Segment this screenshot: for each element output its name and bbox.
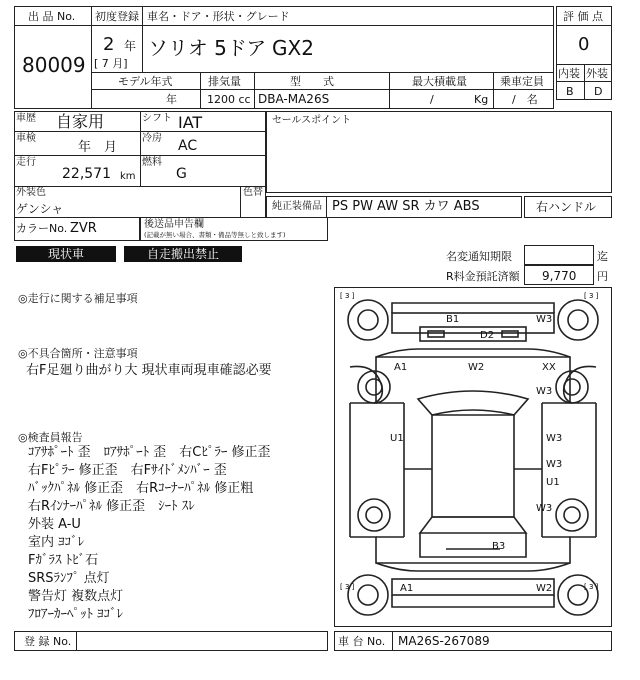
mileage-unit: km xyxy=(120,171,136,182)
lot-no-label: 出 品 No. xyxy=(28,10,76,23)
shift-label: シフト xyxy=(142,113,172,124)
inspector-line: 右Fﾋﾟﾗｰ 修正歪 右Fｻｲﾄﾞﾒﾝﾊﾞｰ 歪 xyxy=(28,463,227,478)
displacement-label: 排気量 xyxy=(208,75,241,88)
capacity-label: 乗車定員 xyxy=(500,75,544,88)
first-reg-year-unit: 年 xyxy=(124,39,137,53)
inspection-value: 年 月 xyxy=(78,140,118,155)
color-no-label: カラーNo. xyxy=(16,222,68,235)
shift-value: IAT xyxy=(178,113,203,132)
lot-no: 80009 xyxy=(22,53,86,77)
mark-w2-bottom: W2 xyxy=(536,583,553,594)
no-self-drive-badge: 自走搬出禁止 xyxy=(124,246,242,262)
rating-label: 評 価 点 xyxy=(563,10,603,23)
recycle-unit: 円 xyxy=(597,270,608,283)
steering-value: 右ハンドル xyxy=(536,200,597,214)
post-report-label: 後送品申告欄 xyxy=(144,219,204,230)
type-value: DBA-MA26S xyxy=(258,92,330,106)
color-change-label: 色替 xyxy=(243,187,263,198)
car-name: ソリオ 5ドア xyxy=(148,36,267,60)
type-label: 型 式 xyxy=(290,75,334,88)
recycle-value: 9,770 xyxy=(542,269,577,283)
ac-value: AC xyxy=(178,138,198,154)
rating-value: 0 xyxy=(578,34,590,55)
mark-u1-left: U1 xyxy=(390,433,404,444)
inspector-line: ﾌﾛｱｰｶｰﾍﾟｯﾄ ﾖｺﾞﾚ xyxy=(28,607,124,622)
ac-label: 冷房 xyxy=(142,133,162,144)
mark-b3: B3 xyxy=(492,541,506,552)
mark-xx: XX xyxy=(542,362,556,373)
mark-b1: B1 xyxy=(446,314,460,325)
inspector-line: 右Rｲﾝﾅｰﾊﾟﾈﾙ 修正歪 ｼｰﾄ ｽﾚ xyxy=(28,499,195,514)
mark-w2: W2 xyxy=(468,362,485,373)
inspector-line: 外装 A-U xyxy=(28,517,81,532)
car-damage-diagram xyxy=(334,287,612,627)
inspector-line: Fｶﾞﾗｽ ﾄﾋﾞ石 xyxy=(28,553,99,568)
reg-no-label: 登 録 No. xyxy=(24,635,72,648)
mileage-label: 走行 xyxy=(16,157,36,168)
diagram-bottom-bracket: [ 3 ] xyxy=(340,583,355,591)
equipment-label: 純正装備品 xyxy=(272,201,322,212)
chassis-label: 車 台 No. xyxy=(338,635,386,648)
equipment-value: PS PW AW SR カワ ABS xyxy=(332,199,480,214)
max-load-label: 最大積載量 xyxy=(412,75,467,88)
fuel-value: G xyxy=(176,166,187,182)
mark-w3-r2: W3 xyxy=(546,433,563,444)
mark-w3-top: W3 xyxy=(536,314,553,325)
color-no-value: ZVR xyxy=(70,221,97,236)
inspection-label: 車検 xyxy=(16,133,36,144)
mark-w3-r4: W3 xyxy=(536,503,553,514)
mark-a1-front: A1 xyxy=(394,362,408,373)
driving-notes-title: ◎走行に関する補足事項 xyxy=(18,292,138,305)
mark-w3-r3: W3 xyxy=(546,459,563,470)
inspector-line: ｺｱｻﾎﾟｰﾄ 歪 ﾛｱｻﾎﾟｰﾄ 歪 右Cﾋﾟﾗｰ 修正歪 xyxy=(28,445,271,460)
first-reg-year: 2 xyxy=(103,34,115,55)
name-label: 車名・ドア・形状・グレード xyxy=(147,10,290,23)
inspector-lines xyxy=(28,446,270,626)
recycle-label: R料金預託済額 xyxy=(446,270,520,283)
defect-text: 右F足廻り曲がり大 現状車両現車確認必要 xyxy=(26,363,272,378)
diagram-bottom-bracket-right: [ 3 ] xyxy=(584,583,599,591)
history-label: 車歴 xyxy=(16,113,36,124)
inspector-line: 室内 ﾖｺﾞﾚ xyxy=(28,535,85,550)
interior-value: B xyxy=(566,85,574,98)
interior-label: 内装 xyxy=(558,67,580,80)
inspector-line: 警告灯 複数点灯 xyxy=(28,589,124,604)
diagram-top-bracket: [ 3 ] xyxy=(340,292,355,300)
name-change-label: 名変通知期限 xyxy=(446,250,512,263)
exterior-label: 外装 xyxy=(586,67,608,80)
name-change-box xyxy=(524,245,594,265)
capacity-value: / 名 xyxy=(512,93,538,106)
ext-color-value: ゲンシャ xyxy=(16,202,64,216)
defect-title: ◎不具合箇所・注意事項 xyxy=(18,347,138,360)
first-reg-month: [ 7 月] xyxy=(94,57,128,70)
diagram-top-bracket-right: [ 3 ] xyxy=(584,292,599,300)
displacement-value: 1200 cc xyxy=(207,93,251,106)
inspector-line: SRSﾗﾝﾌﾟ 点灯 xyxy=(28,571,110,586)
inspector-line: ﾊﾞｯｸﾊﾟﾈﾙ 修正歪 右Rｺｰﾅｰﾊﾟﾈﾙ 修正粗 xyxy=(28,481,254,496)
first-reg-label: 初度登録 xyxy=(95,10,139,23)
mark-w3-r1: W3 xyxy=(536,386,553,397)
ext-color-label: 外装色 xyxy=(16,187,46,198)
mark-a1-bottom: A1 xyxy=(400,583,414,594)
max-load-unit: Kg xyxy=(474,93,489,106)
mark-u1-right: U1 xyxy=(546,477,560,488)
chassis-value: MA26S-267089 xyxy=(398,634,490,648)
model-year-label: モデル年式 xyxy=(118,75,173,88)
post-report-note: (記載が無い場合、書類・備品等無しと致します) xyxy=(144,231,286,239)
name-change-unit: 迄 xyxy=(597,250,608,263)
inspector-title: ◎検査員報告 xyxy=(18,431,83,444)
int-ext-value-cell xyxy=(556,81,612,100)
history-value: 自家用 xyxy=(56,112,105,131)
mark-d2: D2 xyxy=(480,330,495,341)
exterior-value: D xyxy=(594,85,603,98)
sales-point-label: セールスポイント xyxy=(272,115,352,126)
model-year-unit: 年 xyxy=(166,93,177,106)
fuel-label: 燃料 xyxy=(142,157,162,168)
as-is-badge: 現状車 xyxy=(16,246,116,262)
rear-outline xyxy=(348,575,598,615)
front-outline xyxy=(348,300,598,341)
mileage-value: 22,571 xyxy=(62,166,111,182)
grade: GX2 xyxy=(272,36,314,60)
max-load-sep: / xyxy=(430,93,434,106)
